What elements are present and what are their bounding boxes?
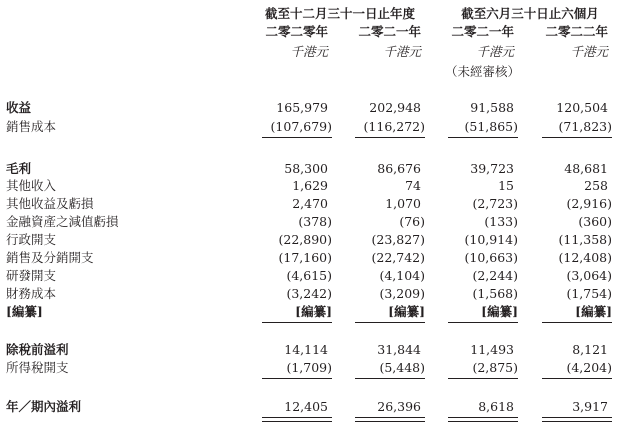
total-double-rule: [355, 417, 425, 422]
subtotal-rule: [355, 378, 425, 379]
cell-value: 31,844: [377, 342, 421, 357]
subtotal-rule: [262, 322, 332, 323]
cell-value: (23,827): [371, 232, 425, 247]
row-label-income-tax: 所得稅開支: [6, 360, 69, 375]
subtotal-rule: [448, 137, 518, 138]
cell-value: 3,917: [572, 399, 608, 414]
row-label-profit-before-tax: 除稅前溢利: [6, 342, 69, 357]
cell-value: (3,064): [566, 268, 612, 283]
cell-value: 39,723: [470, 161, 514, 176]
cell-value: 86,676: [377, 161, 421, 176]
cell-value: (22,742): [371, 250, 425, 265]
col-unit-4: 千港元: [570, 44, 608, 59]
row-label-finance-costs: 財務成本: [6, 286, 57, 301]
cell-value: 165,979: [276, 100, 328, 115]
row-label-revenue: 收益: [6, 100, 32, 115]
cell-value: 202,948: [369, 100, 421, 115]
row-label-profit-for-period: 年／期內溢利: [6, 399, 82, 414]
row-label-selling-expenses: 銷售及分銷開支: [6, 250, 94, 265]
col-note-unaudited: （未經審核）: [444, 64, 520, 79]
cell-value: (2,723): [472, 196, 518, 211]
cell-value: 12,405: [284, 399, 328, 414]
cell-value: (2,244): [472, 268, 518, 283]
cell-value: (3,209): [379, 286, 425, 301]
cell-value: (71,823): [558, 119, 612, 134]
cell-value: 58,300: [284, 161, 328, 176]
subtotal-rule: [262, 378, 332, 379]
cell-value: (360): [578, 214, 612, 229]
cell-value: (1,568): [472, 286, 518, 301]
cell-value: 8,618: [478, 399, 514, 414]
row-label-gross-profit: 毛利: [6, 161, 32, 176]
cell-value: (2,916): [566, 196, 612, 211]
cell-value: [編纂]: [295, 304, 332, 319]
cell-value: 2,470: [292, 196, 328, 211]
col-year-3: 二零二一年: [451, 24, 514, 39]
cell-value: (4,204): [566, 360, 612, 375]
cell-value: (11,358): [558, 232, 612, 247]
cell-value: 1,070: [385, 196, 421, 211]
subtotal-rule: [262, 137, 332, 138]
cell-value: 258: [584, 178, 608, 193]
cell-value: 74: [405, 178, 421, 193]
cell-value: (4,615): [286, 268, 332, 283]
total-double-rule: [542, 417, 612, 422]
subtotal-rule: [355, 322, 425, 323]
cell-value: 15: [498, 178, 514, 193]
cell-value: (3,242): [286, 286, 332, 301]
row-label-other-income: 其他收入: [6, 178, 57, 193]
row-label-redacted: [編纂]: [6, 304, 43, 319]
subtotal-rule: [355, 137, 425, 138]
total-double-rule: [448, 417, 518, 422]
cell-value: 1,629: [292, 178, 328, 193]
cell-value: 26,396: [377, 399, 421, 414]
cell-value: [編纂]: [481, 304, 518, 319]
cell-value: (1,754): [566, 286, 612, 301]
col-year-1: 二零二零年: [265, 24, 328, 39]
col-unit-1: 千港元: [290, 44, 328, 59]
col-unit-3: 千港元: [476, 44, 514, 59]
cell-value: [編纂]: [388, 304, 425, 319]
subtotal-rule: [542, 137, 612, 138]
col-year-2: 二零二一年: [358, 24, 421, 39]
cell-value: (378): [298, 214, 332, 229]
cell-value: 8,121: [572, 342, 608, 357]
cell-value: (22,890): [278, 232, 332, 247]
row-label-admin-expenses: 行政開支: [6, 232, 57, 247]
cell-value: 48,681: [564, 161, 608, 176]
cell-value: (4,104): [379, 268, 425, 283]
cell-value: (5,448): [379, 360, 425, 375]
cell-value: (1,709): [286, 360, 332, 375]
cell-value: (107,679): [270, 119, 332, 134]
row-label-cost-of-sales: 銷售成本: [6, 119, 57, 134]
subtotal-rule: [448, 322, 518, 323]
period-header-half: 截至六月三十日止六個月: [461, 6, 599, 21]
col-unit-2: 千港元: [383, 44, 421, 59]
cell-value: (10,914): [464, 232, 518, 247]
cell-value: (116,272): [363, 119, 425, 134]
total-double-rule: [262, 417, 332, 422]
cell-value: (76): [399, 214, 425, 229]
row-label-impairment: 金融資產之減值虧損: [6, 214, 119, 229]
subtotal-rule: [542, 322, 612, 323]
cell-value: [編纂]: [575, 304, 612, 319]
cell-value: 120,504: [556, 100, 608, 115]
cell-value: 14,114: [284, 342, 328, 357]
period-header-year: 截至十二月三十一日止年度: [264, 6, 415, 21]
cell-value: 91,588: [470, 100, 514, 115]
cell-value: (2,875): [472, 360, 518, 375]
row-label-other-gains-losses: 其他收益及虧損: [6, 196, 94, 211]
subtotal-rule: [448, 378, 518, 379]
cell-value: (133): [484, 214, 518, 229]
row-label-rd-expenses: 研發開支: [6, 268, 57, 283]
cell-value: (10,663): [464, 250, 518, 265]
cell-value: (51,865): [464, 119, 518, 134]
subtotal-rule: [542, 378, 612, 379]
cell-value: (12,408): [558, 250, 612, 265]
cell-value: (17,160): [278, 250, 332, 265]
cell-value: 11,493: [470, 342, 514, 357]
col-year-4: 二零二二年: [545, 24, 608, 39]
